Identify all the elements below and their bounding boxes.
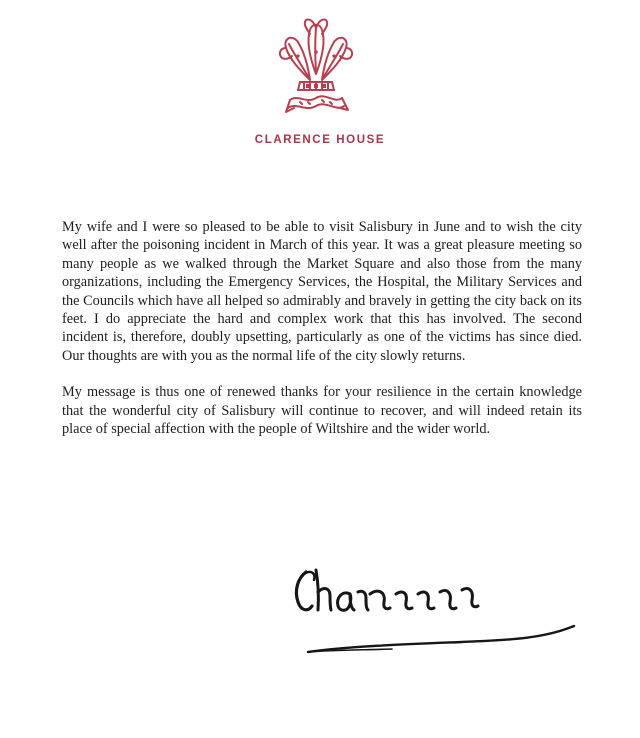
letter-body (62, 218, 582, 456)
letter-paragraph: My wife and I were so pleased to be able to visit Salisbury in June and to wish the city well after the poisoning incident in March of this year. It was a great pleasure meeting so many people as we walked through the Market Square and also those from the many organizations, including the Emergency Services, the Hospital, the Military Services and the Councils which have all helped so admirably and bravely in getting the city back on its feet. I do appreciate the hard and complex work that this has involved. The second incident is, therefore, doubly upsetting, particularly as one of the victims has since died. Our thoughts are with you as the normal life of the city slowly returns. (62, 219, 582, 364)
letterhead-title: CLARENCE HOUSE (254, 134, 386, 146)
handwritten-signature-icon (292, 556, 578, 666)
prince-of-wales-feathers-icon (270, 12, 362, 122)
letter-paragraph: My message is thus one of renewed thanks for your resilience in the certain knowledge that the wonderful city of Salisbury will continue to recover, and will indeed retain its place of special affection with the people of Wiltshire and the wider world. (62, 384, 582, 438)
